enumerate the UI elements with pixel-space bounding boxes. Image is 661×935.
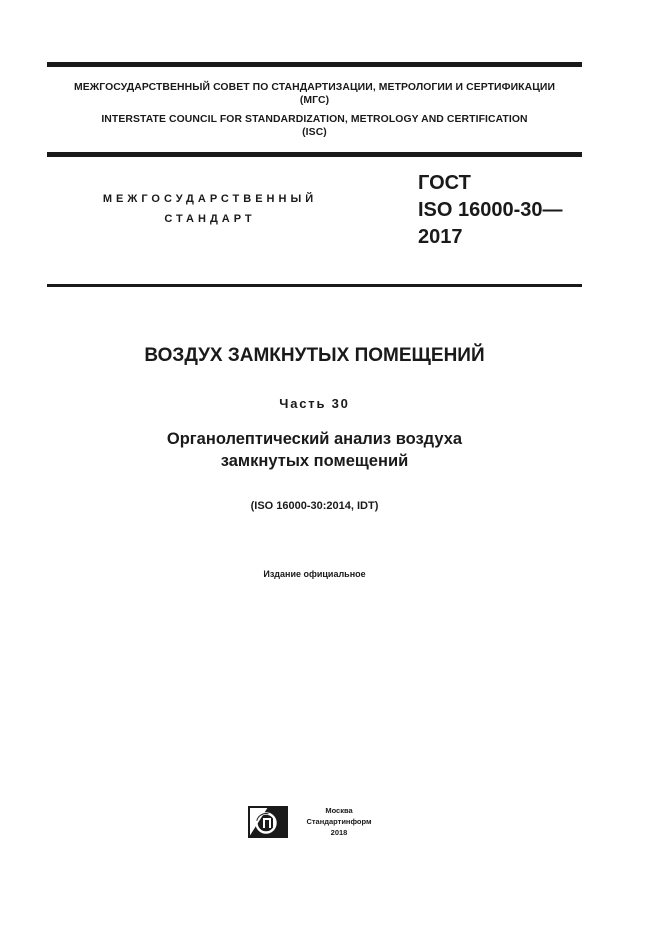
publication-year: 2018 xyxy=(330,828,348,837)
top-rule xyxy=(47,62,582,67)
gost-line1: ГОСТ xyxy=(418,172,471,194)
gost-line2: ISO 16000-30— xyxy=(418,199,563,221)
document-title: ВОЗДУХ ЗАМКНУТЫХ ПОМЕЩЕНИЙ xyxy=(144,345,485,366)
subtitle-line2: замкнутых помещений xyxy=(220,452,409,470)
publisher-name: Стандартинформ xyxy=(306,817,372,826)
standartinform-logo-icon xyxy=(248,806,288,838)
council-ru xyxy=(47,81,582,107)
publisher-city: Москва xyxy=(325,806,353,815)
council-ru-name: МЕЖГОСУДАРСТВЕННЫЙ СОВЕТ ПО СТАНДАРТИЗАЦИИ, МЕТРОЛОГИИ И СЕРТИФИКАЦИИ xyxy=(73,82,556,93)
standard-label-line1: МЕЖГОСУДАРСТВЕННЫЙ xyxy=(102,193,318,205)
gost-line3: 2017 xyxy=(418,226,463,248)
standard-label-line2: СТАНДАРТ xyxy=(164,213,256,225)
council-ru-abbr: (МГС) xyxy=(299,95,330,106)
subtitle-line1: Органолептический анализ воздуха xyxy=(166,430,463,448)
publisher-info xyxy=(296,805,382,838)
iso-reference: (ISO 16000-30:2014, IDT) xyxy=(250,500,379,512)
designation-bottom-rule xyxy=(47,284,582,287)
header-bottom-rule xyxy=(47,152,582,157)
council-en-name: INTERSTATE COUNCIL FOR STANDARDIZATION, METROLOGY AND CERTIFICATION xyxy=(101,114,528,125)
standard-label xyxy=(60,189,360,229)
document-subtitle xyxy=(47,428,582,472)
council-en-abbr: (ISC) xyxy=(302,127,327,138)
part-number: Часть 30 xyxy=(279,396,350,411)
council-en xyxy=(47,113,582,139)
official-edition: Издание официальное xyxy=(263,569,366,579)
gost-designation xyxy=(418,170,563,251)
